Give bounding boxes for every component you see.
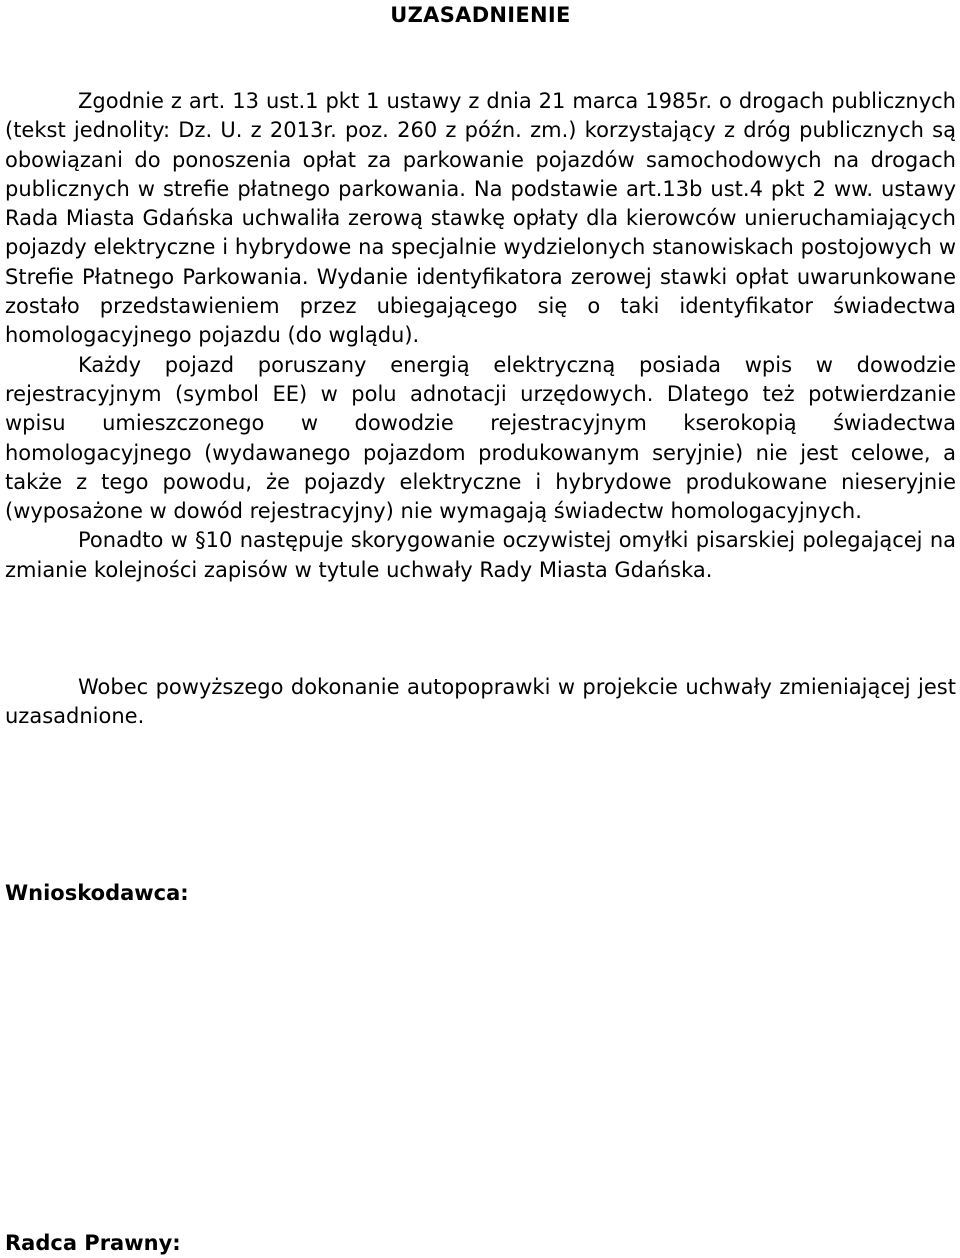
applicant-label: Wnioskodawca: bbox=[5, 881, 189, 905]
paragraph-correction: Ponadto w §10 następuje skorygowanie oczywistej omyłki pisarskiej polegającej na zmianie kolejności zapisów w tytule uchwały Rady Miasta Gdańska. bbox=[5, 528, 956, 582]
document-title: UZASADNIENIE bbox=[390, 3, 571, 27]
legal-counsel-label: Radca Prawny: bbox=[5, 1231, 181, 1255]
conclusion-body bbox=[5, 673, 956, 732]
paragraph-legal-basis: Zgodnie z art. 13 ust.1 pkt 1 ustawy z dnia 21 marca 1985r. o drogach publicznych (tekst jednolity: Dz. U. z 2013r. poz. 260 z późn. zm.) korzystający z dróg publicznych są obowiązani do ponoszenia opłat za parkowanie pojazdów samochodowych na drogach publicznych w strefie płatnego parkowania. Na podstawie art.13b ust.4 pkt 2 ww. ustawy Rada Miasta Gdańska uchwaliła zerową stawkę opłaty dla kierowców unieruchamiających pojazdy elektryczne i hybrydowe na specjalnie wydzielonych stanowiskach postojowych w Strefie Płatnego Parkowania. Wydanie identyfikatora zerowej stawki opłat uwarunkowane zostało przedstawieniem przez ubiegającego się o taki identyfikator świadectwa homologacyjnego pojazdu (do wglądu). bbox=[5, 89, 956, 348]
justification-body bbox=[5, 87, 956, 585]
paragraph-registration: Każdy pojazd poruszany energią elektryczną posiada wpis w dowodzie rejestracyjnym (symbol EE) w polu adnotacji urzędowych. Dlatego też potwierdzanie wpisu umieszczonego w dowodzie rejestracyjnym kserokopią świadectwa homologacyjnego (wydawanego pojazdom produkowanym seryjnie) nie jest celowe, a także z tego powodu, że pojazdy elektryczne i hybrydowe produkowane nieseryjnie (wyposażone w dowód rejestracyjny) nie wymagają świadectw homologacyjnych. bbox=[5, 352, 956, 524]
document-page bbox=[5, 0, 956, 1258]
paragraph-conclusion: Wobec powyższego dokonanie autopoprawki w projekcie uchwały zmieniającej jest uzasadnione. bbox=[5, 675, 956, 729]
